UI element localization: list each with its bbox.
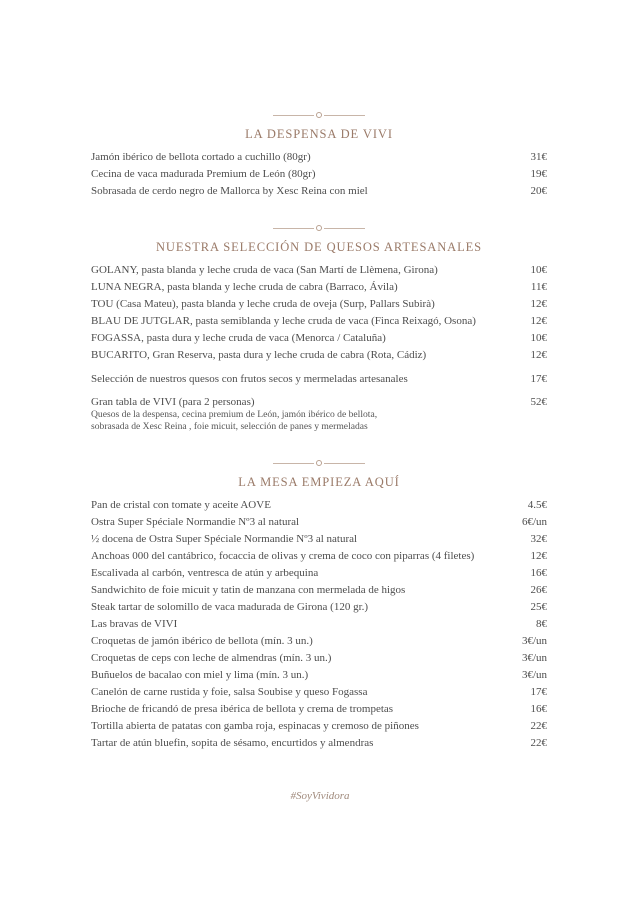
section-title: NUESTRA SELECCIÓN DE QUESOS ARTESANALES [155, 240, 483, 254]
item-price: 25€ [530, 601, 547, 613]
item-name: Gran tabla de VIVI (para 2 personas) [91, 396, 255, 408]
item-price: 10€ [530, 264, 547, 276]
menu-item [91, 395, 547, 409]
description-line: Quesos de la despensa, cecina premium de León, jamón ibérico de bellota, [91, 409, 378, 420]
menu-item [91, 279, 547, 296]
item-price: 17€ [530, 373, 547, 385]
item-price: 17€ [530, 686, 547, 698]
item-name: Ostra Super Spéciale Normandie Nº3 al natural [91, 516, 300, 528]
menu-item [91, 701, 547, 718]
item-price: 12€ [530, 315, 547, 327]
menu-item [91, 667, 547, 684]
section-quesos [91, 224, 547, 433]
item-description [91, 409, 547, 433]
item-price: 8€ [536, 618, 547, 630]
item-price: 12€ [530, 298, 547, 310]
item-price: 19€ [530, 168, 547, 180]
menu-item [91, 183, 547, 200]
item-name: Sobrasada de cerdo negro de Mallorca by Xesc Reina con miel [91, 185, 368, 197]
description-line: sobrasada de Xesc Reina , foie micuit, selección de panes y mermeladas [91, 421, 368, 432]
item-price: 52€ [530, 396, 547, 408]
item-price: 26€ [530, 584, 547, 596]
menu-item [91, 531, 547, 548]
menu-item [91, 582, 547, 599]
menu-item [91, 684, 547, 701]
item-name: Cecina de vaca madurada Premium de León (80gr) [91, 168, 316, 180]
item-price: 20€ [530, 185, 547, 197]
item-name: BUCARITO, Gran Reserva, pasta dura y leche cruda de cabra (Rota, Cádiz) [91, 349, 427, 361]
menu-item [91, 548, 547, 565]
section-title: LA MESA EMPIEZA AQUÍ [238, 475, 400, 489]
ornament-divider-icon [273, 111, 365, 119]
item-name: Pan de cristal con tomate y aceite AOVE [91, 499, 271, 511]
item-price: 3€/un [521, 669, 547, 681]
item-price: 11€ [530, 281, 547, 293]
item-price: 4.5€ [527, 499, 547, 511]
item-price: 22€ [530, 737, 547, 749]
item-price: 31€ [530, 151, 547, 163]
item-name: Brioche de fricandó de presa ibérica de bellota y crema de trompetas [91, 703, 394, 715]
item-name: BLAU DE JUTGLAR, pasta semiblanda y leche cruda de vaca (Finca Reixagó, Osona) [91, 315, 476, 327]
menu-item [91, 718, 547, 735]
item-price: 16€ [530, 703, 547, 715]
item-name: LUNA NEGRA, pasta blanda y leche cruda de cabra (Barraco, Ávila) [91, 281, 398, 293]
menu-item [91, 296, 547, 313]
item-price: 12€ [530, 550, 547, 562]
item-name: Buñuelos de bacalao con miel y lima (mín. 3 un.) [91, 669, 309, 681]
ornament-divider-icon [273, 224, 365, 232]
item-name: Tortilla abierta de patatas con gamba roja, espinacas y cremoso de piñones [91, 720, 419, 732]
item-name: TOU (Casa Mateu), pasta blanda y leche cruda de oveja (Surp, Pallars Subirà) [91, 298, 435, 310]
section-title: LA DESPENSA DE VIVI [245, 127, 393, 141]
item-name: ½ docena de Ostra Super Spéciale Normandie Nº3 al natural [91, 533, 358, 545]
item-name: Las bravas de VIVI [91, 618, 178, 630]
menu-item [91, 565, 547, 582]
item-name: Jamón ibérico de bellota cortado a cuchillo (80gr) [91, 151, 311, 163]
menu-item [91, 633, 547, 650]
footer-hashtag: #SoyVividora [290, 790, 350, 802]
item-price: 22€ [530, 720, 547, 732]
item-name: Anchoas 000 del cantábrico, focaccia de olivas y crema de coco con piparras (4 filetes) [91, 550, 475, 562]
item-price: 6€/un [521, 516, 547, 528]
section-mesa [91, 459, 547, 752]
item-name: Selección de nuestros quesos con frutos secos y mermeladas artesanales [91, 373, 408, 385]
item-price: 3€/un [521, 635, 547, 647]
item-name: Croquetas de ceps con leche de almendras (mín. 3 un.) [91, 652, 332, 664]
menu-item [91, 514, 547, 531]
menu-item [91, 347, 547, 364]
item-name: Sandwichito de foie micuit y tatin de manzana con mermelada de higos [91, 584, 406, 596]
item-price: 16€ [530, 567, 547, 579]
menu-item [91, 735, 547, 752]
menu-item [91, 166, 547, 183]
item-name: GOLANY, pasta blanda y leche cruda de vaca (San Martí de Llèmena, Girona) [91, 264, 438, 276]
item-name: Canelón de carne rustida y foie, salsa Soubise y queso Fogassa [91, 686, 368, 698]
item-name: Croquetas de jamón ibérico de bellota (mín. 3 un.) [91, 635, 313, 647]
menu-item [91, 313, 547, 330]
item-price: 10€ [530, 332, 547, 344]
item-price: 3€/un [521, 652, 547, 664]
item-price: 12€ [530, 349, 547, 361]
menu-item [91, 262, 547, 279]
menu-item [91, 149, 547, 166]
item-price: 32€ [530, 533, 547, 545]
menu-item [91, 599, 547, 616]
menu-item [91, 616, 547, 633]
item-name: FOGASSA, pasta dura y leche cruda de vaca (Menorca / Cataluña) [91, 332, 386, 344]
item-name: Steak tartar de solomillo de vaca madurada de Girona (120 gr.) [91, 601, 369, 613]
menu-item [91, 330, 547, 347]
menu-item [91, 371, 547, 388]
item-name: Escalivada al carbón, ventresca de atún y arbequina [91, 567, 319, 579]
menu-item [91, 650, 547, 667]
section-despensa [91, 111, 547, 200]
ornament-divider-icon [273, 459, 365, 467]
item-name: Tartar de atún bluefin, sopita de sésamo, encurtidos y almendras [91, 737, 374, 749]
menu-item [91, 497, 547, 514]
